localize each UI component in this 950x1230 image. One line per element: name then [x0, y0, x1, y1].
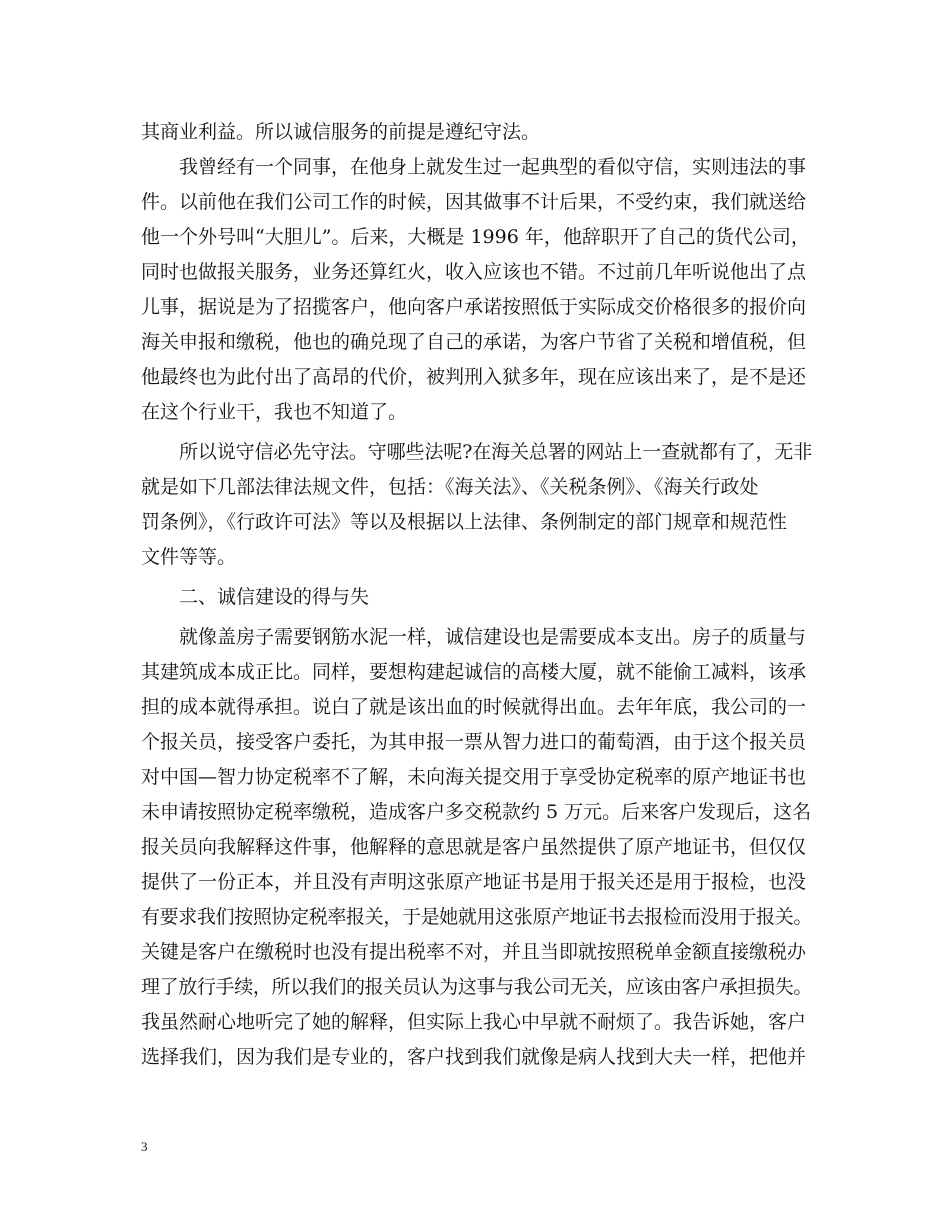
text-line: 提供了一份正本，并且没有声明这张原产地证书是用于报关还是用于报检，也没 — [141, 871, 807, 893]
text-line: 在这个行业干，我也不知道了。 — [141, 401, 408, 423]
text-line: 未申请按照协定税率缴税，造成客户多交税款约 5 万元。后来客户发现后，这名 — [141, 801, 812, 823]
text-line: 其建筑成本成正比。同样，要想构建起诚信的高楼大厦，就不能偷工减料，该承 — [141, 661, 807, 683]
text-line: 他最终也为此付出了高昂的代价，被判刑入狱多年，现在应该出来了，是不是还 — [141, 366, 807, 388]
text-line: 就是如下几部法律法规文件，包括：《海关法》、《关税条例》、《海关行政处 — [141, 476, 759, 498]
text-line: 对中国—智力协定税率不了解，未向海关提交用于享受协定税率的原产地证书也 — [141, 766, 807, 788]
text-line: 我虽然耐心地听完了她的解释，但实际上我心中早就不耐烦了。我告诉她，客户 — [141, 1011, 807, 1033]
text-line: 文件等等。 — [141, 546, 237, 568]
text-line: 个报关员，接受客户委托，为其申报一票从智力进口的葡萄酒，由于这个报关员 — [141, 731, 807, 753]
text-line: 理了放行手续，所以我们的报关员认为这事与我公司无关，应该由客户承担损失。 — [141, 976, 813, 998]
text-line: 海关申报和缴税，他也的确兑现了自己的承诺，为客户节省了关税和增值税，但 — [141, 331, 807, 353]
text-line: 报关员向我解释这件事，他解释的意思就是客户虽然提供了原产地证书，但仅仅 — [141, 836, 807, 858]
text-line: 有要求我们按照协定税率报关，于是她就用这张原产地证书去报检而没用于报关。 — [141, 906, 813, 928]
section-heading: 二、诚信建设的得与失 — [179, 586, 370, 608]
text-line: 他一个外号叫“大胆儿”。后来，大概是 1996 年，他辞职开了自己的货代公司， — [141, 226, 810, 248]
page-number: 3 — [141, 1139, 148, 1154]
text-line: 同时也做报关服务，业务还算红火，收入应该也不错。不过前几年听说他出了点 — [141, 261, 807, 283]
text-line: 关键是客户在缴税时也没有提出税率不对，并且当即就按照税单金额直接缴税办 — [141, 941, 807, 963]
paragraph-line: 就像盖房子需要钢筋水泥一样，诚信建设也是需要成本支出。房子的质量与 — [179, 626, 807, 648]
text-line: 担的成本就得承担。说白了就是该出血的时候就得出血。去年年底，我公司的一 — [141, 696, 807, 718]
text-line: 选择我们，因为我们是专业的，客户找到我们就像是病人找到大夫一样，把他并 — [141, 1046, 807, 1068]
paragraph-line: 我曾经有一个同事，在他身上就发生过一起典型的看似守信，实则违法的事 — [179, 156, 807, 178]
text-line: 件。以前他在我们公司工作的时候，因其做事不计后果，不受约束，我们就送给 — [141, 191, 807, 213]
text-line: 儿事，据说是为了招揽客户，他向客户承诺按照低于实际成交价格很多的报价向 — [141, 296, 807, 318]
text-line: 罚条例》，《行政许可法》等以及根据以上法律、条例制定的部门规章和规范性 — [141, 511, 788, 533]
text-line: 其商业利益。所以诚信服务的前提是遵纪守法。 — [141, 121, 541, 143]
paragraph-line: 所以说守信必先守法。守哪些法呢?在海关总署的网站上一查就都有了，无非 — [179, 441, 813, 463]
